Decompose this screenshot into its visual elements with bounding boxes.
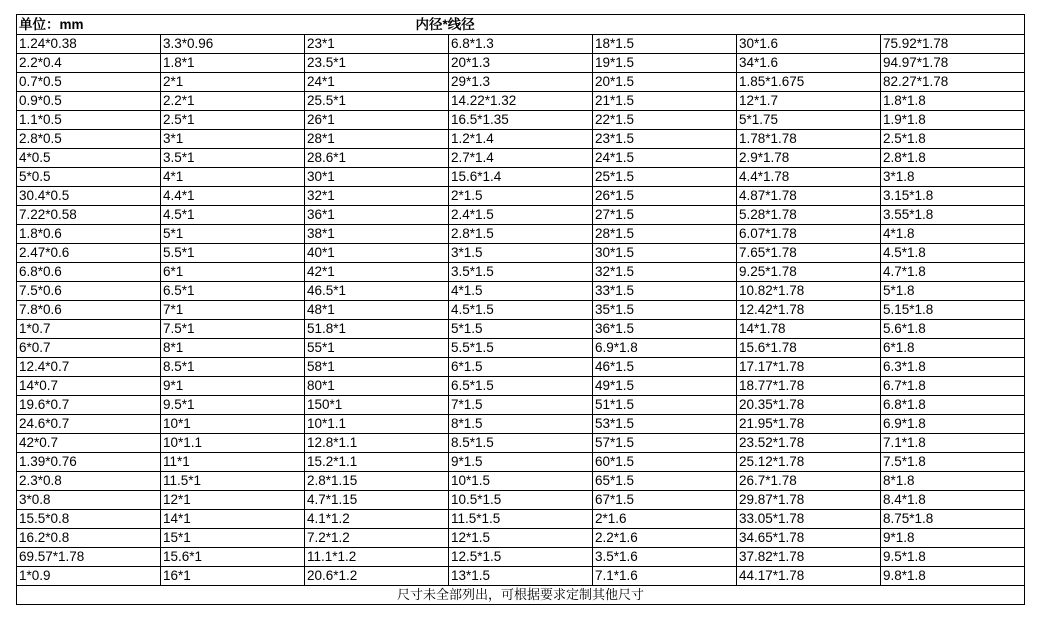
- table-row: [17, 377, 1025, 396]
- size-cell: 14*0.7: [17, 377, 161, 396]
- size-cell: 7.2*1.2: [305, 529, 449, 548]
- table-row: [17, 92, 1025, 111]
- size-cell: 9*1.8: [881, 529, 1025, 548]
- size-cell: 4.87*1.78: [737, 187, 881, 206]
- size-cell: 3*1: [161, 130, 305, 149]
- footer-row: [17, 586, 1025, 605]
- size-cell: 51.8*1: [305, 320, 449, 339]
- size-cell: 9.5*1: [161, 396, 305, 415]
- size-cell: 5*1.5: [449, 320, 593, 339]
- size-cell: 2.7*1.4: [449, 149, 593, 168]
- size-cell: 29.87*1.78: [737, 491, 881, 510]
- size-cell: 2.5*1.8: [881, 130, 1025, 149]
- size-cell: 46.5*1: [305, 282, 449, 301]
- size-cell: 75.92*1.78: [881, 35, 1025, 54]
- size-cell: 30*1: [305, 168, 449, 187]
- size-cell: 1.24*0.38: [17, 35, 161, 54]
- size-cell: 4.7*1.8: [881, 263, 1025, 282]
- size-cell: 7.65*1.78: [737, 244, 881, 263]
- size-cell: 80*1: [305, 377, 449, 396]
- size-cell: 2.2*1.6: [593, 529, 737, 548]
- size-cell: 4.4*1: [161, 187, 305, 206]
- size-cell: 67*1.5: [593, 491, 737, 510]
- footer-note: 尺寸未全部列出，可根据要求定制其他尺寸: [17, 586, 1025, 605]
- table-row: [17, 548, 1025, 567]
- size-cell: 20*1.3: [449, 54, 593, 73]
- size-cell: 12.5*1.5: [449, 548, 593, 567]
- size-cell: 9*1.5: [449, 453, 593, 472]
- size-cell: 2*1: [161, 73, 305, 92]
- size-cell: 24.6*0.7: [17, 415, 161, 434]
- size-cell: 3*0.8: [17, 491, 161, 510]
- size-cell: 19*1.5: [593, 54, 737, 73]
- table-row: [17, 567, 1025, 586]
- size-cell: 5.15*1.8: [881, 301, 1025, 320]
- size-cell: 6.9*1.8: [881, 415, 1025, 434]
- size-cell: 26*1: [305, 111, 449, 130]
- size-cell: 28*1: [305, 130, 449, 149]
- size-cell: 18.77*1.78: [737, 377, 881, 396]
- size-cell: 6.07*1.78: [737, 225, 881, 244]
- size-cell: 3*1.5: [449, 244, 593, 263]
- size-cell: 2.47*0.6: [17, 244, 161, 263]
- size-table: [16, 14, 1025, 605]
- size-cell: 28*1.5: [593, 225, 737, 244]
- size-cell: 6*1.8: [881, 339, 1025, 358]
- size-cell: 35*1.5: [593, 301, 737, 320]
- table-row: [17, 111, 1025, 130]
- size-cell: 40*1: [305, 244, 449, 263]
- size-cell: 11.1*1.2: [305, 548, 449, 567]
- size-cell: 24*1: [305, 73, 449, 92]
- size-cell: 10*1.5: [449, 472, 593, 491]
- size-cell: 16*1: [161, 567, 305, 586]
- size-cell: 9.8*1.8: [881, 567, 1025, 586]
- size-cell: 15.5*0.8: [17, 510, 161, 529]
- table-row: [17, 130, 1025, 149]
- size-cell: 30*1.5: [593, 244, 737, 263]
- size-cell: 2*1.6: [593, 510, 737, 529]
- size-cell: 7.5*0.6: [17, 282, 161, 301]
- size-cell: 17.17*1.78: [737, 358, 881, 377]
- header-row: [17, 15, 1025, 35]
- size-cell: 23*1.5: [593, 130, 737, 149]
- size-cell: 11*1: [161, 453, 305, 472]
- size-cell: 55*1: [305, 339, 449, 358]
- size-cell: 7.5*1.8: [881, 453, 1025, 472]
- size-cell: 7.1*1.6: [593, 567, 737, 586]
- size-cell: 7*1.5: [449, 396, 593, 415]
- table-title-cell: [161, 15, 1025, 35]
- size-cell: 6.8*1.8: [881, 396, 1025, 415]
- size-cell: 20.6*1.2: [305, 567, 449, 586]
- size-cell: 3.55*1.8: [881, 206, 1025, 225]
- size-cell: 20.35*1.78: [737, 396, 881, 415]
- size-cell: 4*1.5: [449, 282, 593, 301]
- table-row: [17, 301, 1025, 320]
- size-cell: 57*1.5: [593, 434, 737, 453]
- size-cell: 7.8*0.6: [17, 301, 161, 320]
- size-cell: 18*1.5: [593, 35, 737, 54]
- size-cell: 1.9*1.8: [881, 111, 1025, 130]
- size-cell: 6.9*1.8: [593, 339, 737, 358]
- size-cell: 7.5*1: [161, 320, 305, 339]
- size-cell: 2*1.5: [449, 187, 593, 206]
- size-cell: 5*1.75: [737, 111, 881, 130]
- size-cell: 94.97*1.78: [881, 54, 1025, 73]
- size-cell: 2.3*0.8: [17, 472, 161, 491]
- size-cell: 25.5*1: [305, 92, 449, 111]
- table-row: [17, 263, 1025, 282]
- size-cell: 4*1: [161, 168, 305, 187]
- size-cell: 7.1*1.8: [881, 434, 1025, 453]
- size-cell: 1*0.7: [17, 320, 161, 339]
- size-cell: 46*1.5: [593, 358, 737, 377]
- size-cell: 15.6*1.4: [449, 168, 593, 187]
- size-cell: 1*0.9: [17, 567, 161, 586]
- size-cell: 10*1.1: [161, 434, 305, 453]
- size-cell: 12*1.5: [449, 529, 593, 548]
- size-cell: 6*1.5: [449, 358, 593, 377]
- size-cell: 82.27*1.78: [881, 73, 1025, 92]
- size-cell: 6.8*1.3: [449, 35, 593, 54]
- size-cell: 15.2*1.1: [305, 453, 449, 472]
- size-cell: 2.8*0.5: [17, 130, 161, 149]
- size-cell: 2.2*0.4: [17, 54, 161, 73]
- size-cell: 13*1.5: [449, 567, 593, 586]
- size-cell: 8*1.5: [449, 415, 593, 434]
- size-cell: 12*1: [161, 491, 305, 510]
- table-row: [17, 206, 1025, 225]
- size-cell: 6.5*1: [161, 282, 305, 301]
- size-cell: 33.05*1.78: [737, 510, 881, 529]
- size-cell: 15.6*1: [161, 548, 305, 567]
- size-cell: 30.4*0.5: [17, 187, 161, 206]
- table-row: [17, 168, 1025, 187]
- size-cell: 34*1.6: [737, 54, 881, 73]
- size-cell: 15.6*1.78: [737, 339, 881, 358]
- table-row: [17, 491, 1025, 510]
- size-cell: 48*1: [305, 301, 449, 320]
- size-cell: 10.82*1.78: [737, 282, 881, 301]
- size-cell: 5.28*1.78: [737, 206, 881, 225]
- size-cell: 10*1: [161, 415, 305, 434]
- table-row: [17, 54, 1025, 73]
- size-cell: 3*1.8: [881, 168, 1025, 187]
- size-cell: 30*1.6: [737, 35, 881, 54]
- size-cell: 24*1.5: [593, 149, 737, 168]
- size-cell: 32*1.5: [593, 263, 737, 282]
- size-cell: 1.78*1.78: [737, 130, 881, 149]
- size-cell: 12.42*1.78: [737, 301, 881, 320]
- size-cell: 36*1.5: [593, 320, 737, 339]
- size-cell: 16.2*0.8: [17, 529, 161, 548]
- size-cell: 37.82*1.78: [737, 548, 881, 567]
- size-cell: 16.5*1.35: [449, 111, 593, 130]
- size-cell: 14*1.78: [737, 320, 881, 339]
- size-cell: 15*1: [161, 529, 305, 548]
- size-cell: 10.5*1.5: [449, 491, 593, 510]
- size-cell: 29*1.3: [449, 73, 593, 92]
- size-cell: 32*1: [305, 187, 449, 206]
- table-row: [17, 415, 1025, 434]
- size-cell: 26*1.5: [593, 187, 737, 206]
- size-cell: 3.5*1.5: [449, 263, 593, 282]
- size-cell: 1.8*1: [161, 54, 305, 73]
- size-cell: 3.5*1: [161, 149, 305, 168]
- size-cell: 8*1.8: [881, 472, 1025, 491]
- table-row: [17, 282, 1025, 301]
- size-cell: 2.4*1.5: [449, 206, 593, 225]
- table-row: [17, 35, 1025, 54]
- size-cell: 8.4*1.8: [881, 491, 1025, 510]
- size-cell: 6*1: [161, 263, 305, 282]
- unit-label: 单位：mm: [17, 15, 161, 35]
- size-cell: 9*1: [161, 377, 305, 396]
- size-cell: 8.5*1: [161, 358, 305, 377]
- size-cell: 2.9*1.78: [737, 149, 881, 168]
- size-cell: 58*1: [305, 358, 449, 377]
- size-cell: 42*0.7: [17, 434, 161, 453]
- size-cell: 5*1.8: [881, 282, 1025, 301]
- size-cell: 150*1: [305, 396, 449, 415]
- size-cell: 36*1: [305, 206, 449, 225]
- size-cell: 8.5*1.5: [449, 434, 593, 453]
- size-cell: 33*1.5: [593, 282, 737, 301]
- table-row: [17, 320, 1025, 339]
- size-cell: 44.17*1.78: [737, 567, 881, 586]
- size-cell: 23*1: [305, 35, 449, 54]
- size-cell: 21.95*1.78: [737, 415, 881, 434]
- size-cell: 34.65*1.78: [737, 529, 881, 548]
- size-cell: 51*1.5: [593, 396, 737, 415]
- size-cell: 27*1.5: [593, 206, 737, 225]
- size-cell: 19.6*0.7: [17, 396, 161, 415]
- size-cell: 53*1.5: [593, 415, 737, 434]
- size-cell: 4.5*1.8: [881, 244, 1025, 263]
- size-cell: 5*1: [161, 225, 305, 244]
- size-cell: 1.1*0.5: [17, 111, 161, 130]
- table-row: [17, 453, 1025, 472]
- size-cell: 4.1*1.2: [305, 510, 449, 529]
- size-cell: 7*1: [161, 301, 305, 320]
- size-cell: 5.5*1.5: [449, 339, 593, 358]
- size-cell: 11.5*1: [161, 472, 305, 491]
- size-cell: 5.5*1: [161, 244, 305, 263]
- size-cell: 14*1: [161, 510, 305, 529]
- size-cell: 6.5*1.5: [449, 377, 593, 396]
- size-cell: 1.2*1.4: [449, 130, 593, 149]
- size-cell: 22*1.5: [593, 111, 737, 130]
- size-cell: 10*1.1: [305, 415, 449, 434]
- size-cell: 11.5*1.5: [449, 510, 593, 529]
- size-cell: 60*1.5: [593, 453, 737, 472]
- table-title: 内径*线径: [415, 17, 475, 32]
- size-cell: 3.3*0.96: [161, 35, 305, 54]
- table-row: [17, 396, 1025, 415]
- size-cell: 1.39*0.76: [17, 453, 161, 472]
- size-cell: 38*1: [305, 225, 449, 244]
- table-row: [17, 225, 1025, 244]
- size-cell: 0.9*0.5: [17, 92, 161, 111]
- size-cell: 5*0.5: [17, 168, 161, 187]
- size-cell: 25*1.5: [593, 168, 737, 187]
- size-cell: 2.5*1: [161, 111, 305, 130]
- table-row: [17, 529, 1025, 548]
- size-cell: 21*1.5: [593, 92, 737, 111]
- size-cell: 9.5*1.8: [881, 548, 1025, 567]
- size-cell: 12*1.7: [737, 92, 881, 111]
- size-cell: 5.6*1.8: [881, 320, 1025, 339]
- size-cell: 7.22*0.58: [17, 206, 161, 225]
- size-cell: 2.8*1.15: [305, 472, 449, 491]
- table-row: [17, 434, 1025, 453]
- size-cell: 4*1.8: [881, 225, 1025, 244]
- table-row: [17, 187, 1025, 206]
- table-row: [17, 358, 1025, 377]
- table-row: [17, 149, 1025, 168]
- table-row: [17, 510, 1025, 529]
- size-cell: 1.85*1.675: [737, 73, 881, 92]
- size-cell: 49*1.5: [593, 377, 737, 396]
- size-cell: 8.75*1.8: [881, 510, 1025, 529]
- size-cell: 12.4*0.7: [17, 358, 161, 377]
- size-cell: 4.7*1.15: [305, 491, 449, 510]
- size-cell: 6.8*0.6: [17, 263, 161, 282]
- size-cell: 25.12*1.78: [737, 453, 881, 472]
- size-cell: 3.15*1.8: [881, 187, 1025, 206]
- size-cell: 20*1.5: [593, 73, 737, 92]
- size-cell: 3.5*1.6: [593, 548, 737, 567]
- table-row: [17, 339, 1025, 358]
- size-cell: 1.8*0.6: [17, 225, 161, 244]
- size-cell: 26.7*1.78: [737, 472, 881, 491]
- size-cell: 23.5*1: [305, 54, 449, 73]
- size-cell: 2.8*1.5: [449, 225, 593, 244]
- table-row: [17, 472, 1025, 491]
- table-row: [17, 73, 1025, 92]
- size-cell: 4.4*1.78: [737, 168, 881, 187]
- size-cell: 12.8*1.1: [305, 434, 449, 453]
- size-cell: 28.6*1: [305, 149, 449, 168]
- size-cell: 4*0.5: [17, 149, 161, 168]
- size-cell: 14.22*1.32: [449, 92, 593, 111]
- size-cell: 6*0.7: [17, 339, 161, 358]
- size-cell: 1.8*1.8: [881, 92, 1025, 111]
- size-cell: 42*1: [305, 263, 449, 282]
- size-cell: 0.7*0.5: [17, 73, 161, 92]
- size-cell: 2.2*1: [161, 92, 305, 111]
- size-cell: 65*1.5: [593, 472, 737, 491]
- size-cell: 23.52*1.78: [737, 434, 881, 453]
- size-cell: 6.7*1.8: [881, 377, 1025, 396]
- size-cell: 2.8*1.8: [881, 149, 1025, 168]
- size-cell: 8*1: [161, 339, 305, 358]
- table-row: [17, 244, 1025, 263]
- size-cell: 69.57*1.78: [17, 548, 161, 567]
- size-cell: 6.3*1.8: [881, 358, 1025, 377]
- size-cell: 4.5*1: [161, 206, 305, 225]
- size-cell: 4.5*1.5: [449, 301, 593, 320]
- size-cell: 9.25*1.78: [737, 263, 881, 282]
